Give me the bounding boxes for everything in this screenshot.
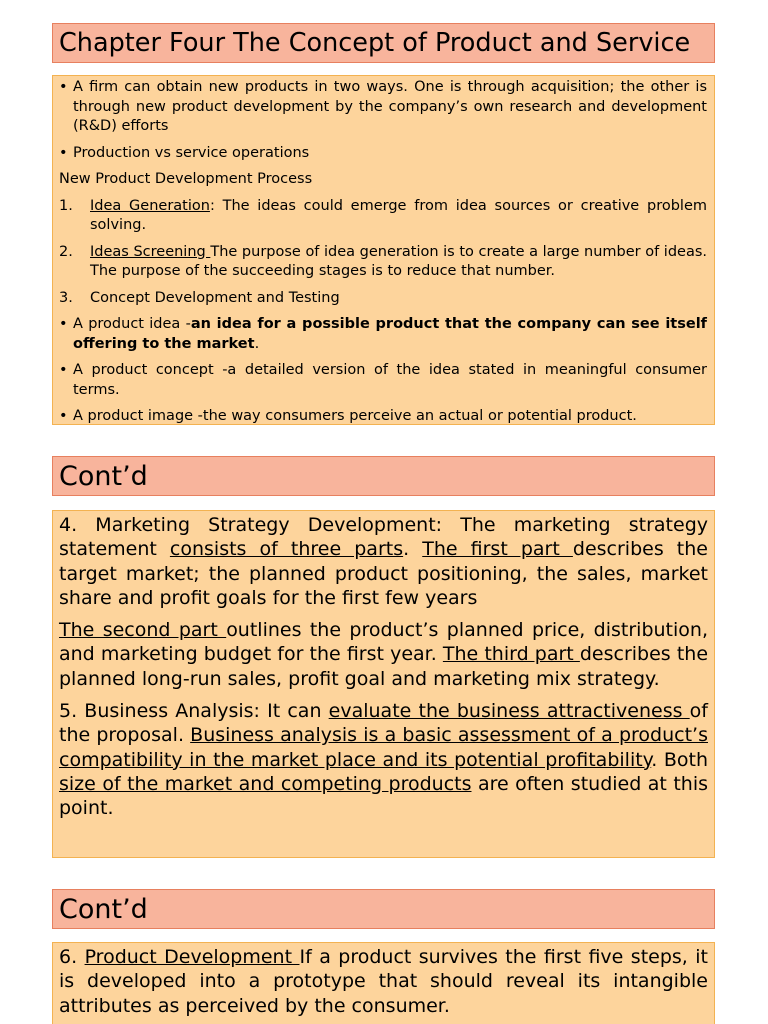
slide1-bullet-acquisition: • A firm can obtain new products in two ways. One is through acquisition; the other is through new product development by the company’s own research and development (R&D) efforts	[59, 78, 707, 137]
slide1-title-box	[52, 23, 715, 63]
step-ideas-screening: 2. Ideas Screening The purpose of idea generation is to create a large number of ideas. The purpose of the succeeding stages is to reduce that number.	[59, 243, 707, 279]
slide1-content	[52, 75, 715, 425]
step-concept-development: 3. Concept Development and Testing	[59, 289, 340, 306]
slide1-bullet-product-concept: • A product concept -a detailed version of the idea stated in meaningful consumer terms.	[59, 361, 707, 400]
slide2-title: Cont’d	[59, 460, 148, 492]
slide1-bullet-product-idea: • A product idea -an idea for a possible product that the company can see itself offering to the market.	[59, 315, 707, 354]
bullet-marker: •	[59, 316, 68, 332]
business-analysis-paragraph: 5. Business Analysis: It can evaluate the business attractiveness of the proposal. Business analysis is a basic assessment of a product’s compatibility in the market place and its potential profitability. Both size of the market and competing products are often studied at this point.	[59, 700, 709, 820]
bullet-marker: •	[59, 408, 68, 424]
step-name: Ideas Screening	[90, 243, 211, 260]
slide1-bullet-product-image: • A product image -the way consumers perceive an actual or potential product.	[59, 407, 707, 425]
slide1-title: Chapter Four The Concept of Product and Service	[59, 28, 691, 58]
bullet-marker: •	[59, 362, 68, 378]
second-third-part-paragraph: The second part outlines the product’s planned price, distribution, and marketing budget for the first year. The third part describes the planned long-run sales, profit goal and marketing mix strategy.	[59, 619, 709, 690]
marketing-strategy-paragraph: 4. Marketing Strategy Development: The marketing strategy statement consists of three parts. The first part describes the target market; the planned product positioning, the sales, market share and profit goals for the first few years	[59, 514, 708, 609]
slide2-title-box	[52, 456, 715, 496]
step-idea-generation: 1. Idea Generation: The ideas could emerge from idea sources or creative problem solving.	[59, 197, 707, 233]
product-development-paragraph: 6. Product Development If a product survives the first five steps, it is developed into a prototype that should reveal its intangible attributes as perceived by the consumer.	[59, 946, 708, 1017]
step-name: Idea Generation	[90, 197, 210, 214]
bullet-marker: •	[59, 144, 68, 161]
bullet-marker: •	[59, 79, 68, 95]
process-heading: New Product Development Process	[59, 171, 313, 187]
slide1-bullet-production: • Production vs service operations	[59, 144, 707, 164]
slide3-content	[52, 942, 715, 1024]
slide3-title: Cont’d	[59, 893, 148, 925]
slide3-title-box	[52, 889, 715, 929]
slide2-content	[52, 510, 715, 858]
